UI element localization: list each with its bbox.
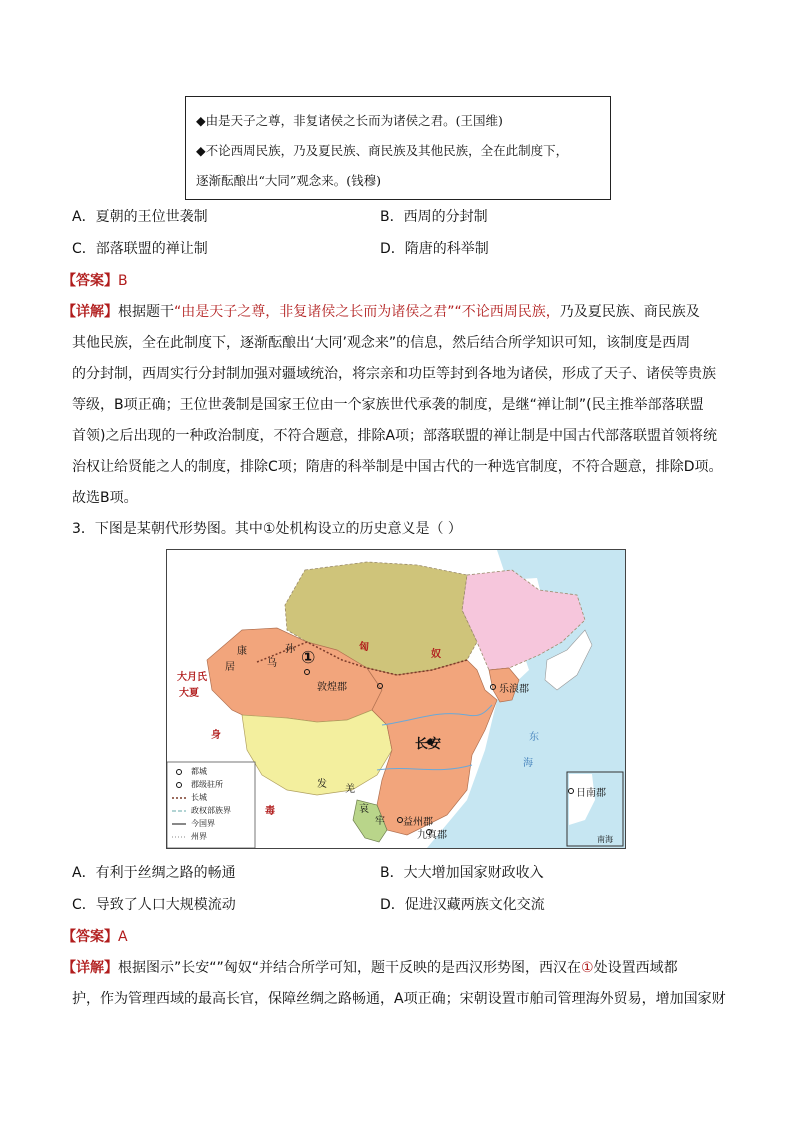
label-wu: 乌: [267, 658, 277, 669]
label-lelang: 乐浪郡: [499, 684, 529, 695]
q2-detail-line-4: 等级，B项正确；王位世袭制是国家王位由一个家族世代承袭的制度，是继“禅让制”(民主推举部落联盟: [72, 397, 704, 413]
han-dynasty-map: [166, 549, 626, 849]
legend-label-wall: 长城: [191, 793, 207, 802]
label-jiuzhen: 九真郡: [417, 830, 447, 841]
label-fa: 发: [317, 779, 327, 790]
label-ju: 居: [225, 662, 235, 673]
q2-answer: [62, 271, 128, 291]
quote-line-3: 逐渐酝酿出“大同”观念来。(钱穆): [196, 173, 382, 188]
q3-option-c: C．导致了人口大规模流动: [72, 897, 236, 913]
detail-text: 根据图示”长安“”匈奴“并结合所学可知，题干反映的是西汉形势图，西汉在: [118, 960, 582, 976]
answer-value: B: [118, 273, 128, 289]
label-nanhai: 南海: [597, 835, 613, 844]
detail-text: 根据题干: [118, 304, 174, 320]
label-xiongnu-1: 匈: [359, 642, 369, 653]
q2-detail-line-6: 治权让给贤能之人的制度，排除C项；隋唐的科举制是中国古代的一种选官制度，不符合题意，排除D项。: [72, 459, 723, 475]
detail-text: 处设置西域都: [593, 960, 678, 976]
q3-stem: 3．下图是某朝代形势图。其中①处机构设立的历史意义是（ ）: [72, 521, 462, 537]
q3-detail-line-2: 护，作为管理西域的最高长官，保障丝绸之路畅通，A项正确；宋朝设置市舶司管理海外贸易，增加国家财: [72, 991, 726, 1007]
detail-tag: 【详解】: [62, 304, 118, 320]
answer-value: A: [118, 929, 128, 945]
label-du: 毒: [265, 806, 275, 817]
quote-line-1: ◆由是天子之尊，非复诸侯之长而为诸侯之君。(王国维): [196, 113, 503, 128]
label-marker-1: ①: [301, 648, 316, 668]
detail-tag: 【详解】: [62, 960, 118, 976]
label-ai: 哀: [359, 804, 369, 815]
q2-detail-line-7: 故选B项。: [72, 490, 138, 506]
q2-detail-line-3: 的分封制，西周实行分封制加强对疆域统治，将宗亲和功臣等封到各地为诸侯，形成了天子、诸侯等贵族: [72, 366, 716, 382]
detail-quote: “由是天子之尊，非复诸侯之长而为诸侯之君”“不论西周民族，: [174, 304, 560, 320]
legend-label-national: 今国界: [191, 819, 215, 828]
label-changan: 长安: [415, 737, 442, 752]
label-dong: 东: [529, 732, 539, 743]
label-shen: 身: [211, 730, 221, 741]
q2-detail-line-2: 其他民族，全在此制度下，逐渐酝酿出‘大同’观念来”的信息，然后结合所学知识可知，该制度是西周: [72, 335, 691, 351]
q2-option-c: C．部落联盟的禅让制: [72, 241, 208, 257]
q2-option-b: B．西周的分封制: [380, 209, 488, 225]
detail-marker: ①: [581, 960, 594, 976]
label-qiang: 羌: [345, 784, 355, 795]
label-sun: 孙: [285, 644, 295, 655]
q2-option-a: A．夏朝的王位世袭制: [72, 209, 208, 225]
label-yizhou: 益州郡: [403, 817, 433, 828]
legend-label-border: 政权部族界: [191, 806, 231, 815]
label-hai: 海: [523, 758, 533, 769]
q3-option-a: A．有利于丝绸之路的畅通: [72, 865, 236, 881]
map-svg: [167, 550, 625, 848]
answer-tag: 【答案】: [62, 929, 118, 945]
legend-label-state: 州界: [191, 832, 207, 841]
q3-option-d: D．促进汉藏两族文化交流: [380, 897, 545, 913]
label-rinan: 日南郡: [576, 788, 606, 799]
q2-detail-line-1: [62, 302, 700, 322]
detail-text: 乃及夏民族、商民族及: [559, 304, 700, 320]
label-xiongnu-2: 奴: [431, 649, 441, 660]
q3-answer: [62, 927, 128, 947]
label-kang: 康: [237, 646, 247, 657]
quote-box: [185, 96, 611, 200]
legend-label-seat: 郡级驻所: [191, 780, 223, 789]
q3-option-b: B．大大增加国家财政收入: [380, 865, 544, 881]
answer-tag: 【答案】: [62, 273, 118, 289]
label-lao: 牢: [375, 816, 385, 827]
q2-option-d: D．隋唐的科举制: [380, 241, 489, 257]
label-dayuezhi: 大月氏: [177, 672, 207, 683]
q3-detail-line-1: [62, 958, 678, 978]
label-daxia: 大夏: [179, 688, 199, 699]
legend-label-capital: 都城: [191, 767, 207, 776]
q2-detail-line-5: 首领)之后出现的一种政治制度，不符合题意，排除A项；部落联盟的禅让制是中国古代部落联盟首领将统: [72, 428, 718, 444]
quote-line-2: ◆不论西周民族，乃及夏民族、商民族及其他民族，全在此制度下，: [196, 143, 569, 158]
label-dunhuang: 敦煌郡: [317, 682, 347, 693]
